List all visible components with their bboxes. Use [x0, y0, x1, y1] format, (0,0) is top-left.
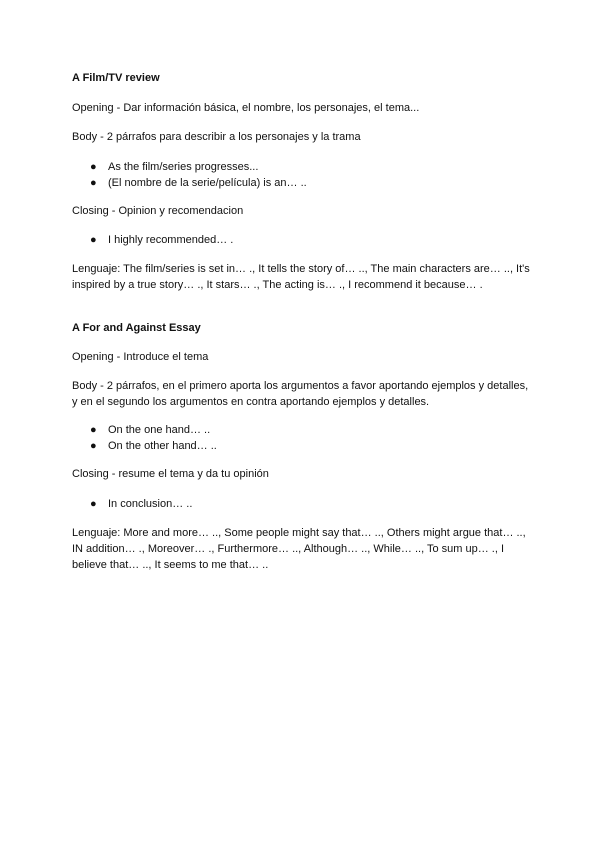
film-closing: Closing - Opinion y recomendacion	[72, 205, 244, 217]
list-item	[72, 422, 532, 438]
list-item-text: (El nombre de la serie/película) is an… ..	[108, 177, 307, 189]
list-item	[72, 438, 532, 454]
film-body: Body - 2 párrafos para describir a los personajes y la trama	[72, 131, 361, 143]
essay-closing: Closing - resume el tema y da tu opinión	[72, 468, 269, 480]
section-title-film-review: A Film/TV review	[72, 72, 160, 84]
list-item-text: As the film/series progresses...	[108, 161, 259, 173]
essay-closing-bullet-list	[72, 496, 532, 512]
bullet-icon: ●	[90, 177, 97, 189]
film-opening: Opening - Dar información básica, el nombre, los personajes, el tema...	[72, 102, 420, 114]
list-item-text: On the other hand… ..	[108, 440, 217, 452]
bullet-icon: ●	[90, 234, 97, 246]
bullet-icon: ●	[90, 498, 97, 510]
film-body-bullet-list	[72, 159, 532, 191]
section-title-essay: A For and Against Essay	[72, 322, 201, 334]
essay-body: Body - 2 párrafos, en el primero aporta los argumentos a favor aportando ejemplos y detalles, y en el segundo los argumentos en contra aportando ejemplos y detalles.	[72, 380, 529, 408]
film-closing-bullet-list	[72, 232, 532, 248]
list-item	[72, 496, 532, 512]
bullet-icon: ●	[90, 161, 97, 173]
list-item	[72, 175, 532, 191]
essay-opening: Opening - Introduce el tema	[72, 351, 209, 363]
list-item-text: On the one hand… ..	[108, 424, 211, 436]
essay-body-bullet-list	[72, 422, 532, 454]
list-item	[72, 159, 532, 175]
essay-language: Lenguaje: More and more… .., Some people might say that… .., Others might argue that… .., IN addition… ., Moreover… ., Furthermore… .., Although… .., While… .., To sum up… ., I believe that… .., It seems to me that… ..	[72, 527, 526, 571]
bullet-icon: ●	[90, 424, 97, 436]
film-language: Lenguaje: The film/series is set in… ., It tells the story of… .., The main characters are… .., It's inspired by a true story… ., It stars… ., The acting is… ., I recommend it because… .	[72, 263, 530, 291]
list-item-text: I highly recommended… .	[108, 234, 234, 246]
list-item	[72, 232, 532, 248]
bullet-icon: ●	[90, 440, 97, 452]
list-item-text: In conclusion… ..	[108, 498, 193, 510]
